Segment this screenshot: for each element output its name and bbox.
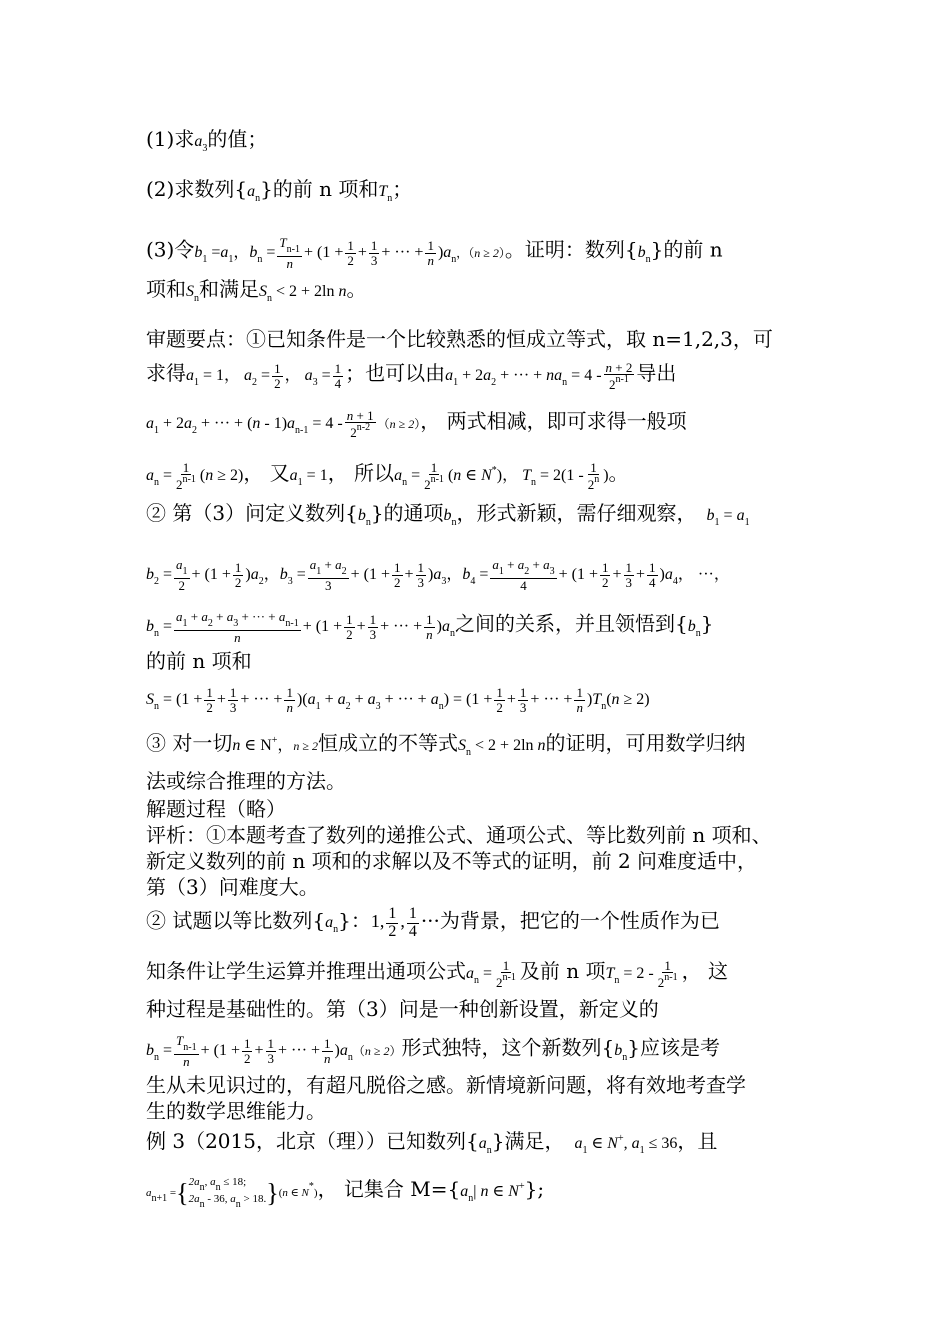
text: (2)求数列{: [146, 177, 248, 201]
formula-bn: $b_n$: [357, 507, 371, 528]
text: ， 所以: [327, 461, 395, 485]
question-3: [146, 236, 810, 273]
text: 。证明：数列{: [504, 237, 638, 262]
text: 和满足: [199, 277, 259, 301]
text: 的值；: [207, 127, 268, 151]
formula-b1: $b_1 = a_1$: [706, 507, 750, 528]
formula-bn: $b_n$: [614, 1041, 628, 1063]
formula-an: $a_n$: [325, 914, 339, 936]
text: 。: [346, 277, 367, 301]
comment-3: 第（3）问难度大。: [146, 875, 319, 899]
review-point-2: [146, 500, 810, 536]
text: 之间的关系，并且领悟到{: [454, 611, 688, 636]
comment-point-2-cont: [146, 958, 810, 994]
comment-1: 评析：①本题考查了数列的递推公式、通项公式、等比数列前 n 项和、: [146, 823, 772, 847]
text: 项和: [146, 277, 186, 301]
formula-a3: $a_3$: [194, 133, 208, 154]
text: ③ 对一切: [146, 731, 233, 755]
text: 导出: [636, 361, 677, 385]
example-3: [146, 1126, 810, 1164]
formula-bn: $b_n$: [637, 243, 651, 265]
text: }的前 n 项和: [260, 177, 379, 201]
comment-point-2-line4: [146, 1034, 810, 1071]
formula-Tn-closed: $T_n = 2$ - $\frac{1}{2^{n-1}}$: [605, 957, 678, 991]
text: }应该是考: [627, 1035, 720, 1060]
text: 恒成立的不等式: [318, 731, 459, 755]
formula-an: $a_n$: [478, 1135, 492, 1156]
example-3-recurrence: [146, 1174, 810, 1212]
formula-a1-condition: $a_1$ ∈ N+, $a_1 \le 36$: [574, 1133, 678, 1156]
solution-process: 解题过程（略）: [146, 797, 286, 821]
review-general-term: [146, 458, 810, 496]
formula-a1: $a_1 = 1$: [289, 467, 328, 488]
formula-sequence: 1, $\frac{1}{2}$ , $\frac{1}{4}$: [370, 905, 417, 940]
formula-b2-b4: $b_2$ = $\frac{a_1}{2}$ + (1 + $\frac{1}{2}$ )$a_2$，$b_3$ = $\frac{a_1 + a_2}{3}$ + (1 + $\frac{1}{2}$ + $\frac{1}{3}$ )$a_3$，$b_4$ = $\frac{a_1 + a_2 + a_3}{4}$ + (1 + $\frac{1}{2}$ + $\frac{1}{3}$ + $\frac{1}{4}$ )$a_4$， ···，: [146, 557, 730, 593]
question-1: [146, 126, 810, 162]
text: ， 记集合 M={: [317, 1177, 461, 1201]
review-formula-line: [146, 408, 810, 444]
text: ， 又: [243, 461, 290, 485]
formula-bn-def: $b_n$ = $\frac{T_{n-1}}{n}$ + (1 + $\frac{1}{2}$ + $\frac{1}{3}$ + ··· + $\frac{1}{n}$ )$a_n(n \ge 2)$: [146, 1033, 402, 1069]
text: 求得: [146, 361, 186, 385]
formula-bn-general: $b_n$ = $\frac{a_1 + a_2 + a_3 + \cdot\cdot\cdot + a_{n-1}}{n}$ + (1 + $\frac{1}{2}$ + $\frac{1}{3}$ + ··· + $\frac{1}{n}$ )$a_n$: [146, 609, 455, 645]
formula-identity-shift: $a_1 + 2a_2$ + ··· + $(n - 1)a_{n-1} = 4$ - $\frac{n + 1}{2^{n-2}}$ （n ≥ 2）: [146, 407, 421, 441]
review-b-terms: [146, 558, 810, 595]
formula-an: $a_n$: [247, 183, 261, 204]
text: ；也可以由: [345, 361, 446, 385]
review-point-3-cont: 法或综合推理的方法。: [146, 769, 346, 793]
formula-b-def: $b_1 =a_1$，$b_n$ = $\frac{T_{n-1}}{n}$ + (1 + $\frac{1}{2}$ + $\frac{1}{3}$ + ··· + $\frac{1}{n}$ )$a_n$，（n ≥ 2）: [194, 235, 505, 271]
formula-identity: $a_1 + 2a_2$ + ··· + $na_n = 4$ - $\frac{n + 2}{2^{n-1}}$: [445, 359, 633, 393]
formula-Tn: $T_n$: [378, 183, 393, 204]
text: 及前 n 项: [519, 959, 606, 983]
text: ；: [392, 177, 413, 201]
formula-a-values: $a_1 = 1$， $a_2$ = $\frac{1}{2}$ ， $a_3$ = $\frac{1}{4}$: [186, 361, 342, 391]
review-Sn-formula: [146, 684, 810, 720]
formula-bn: $b_n$: [687, 617, 701, 639]
formula-an-all: $a_n$ = $\frac{1}{2^{n-1}}$ (n ∈ N*)， $T_n = 2(1$ - $\frac{1}{2^n}$ ): [394, 459, 609, 493]
comment-2: 新定义数列的前 n 项和的求解以及不等式的证明，前 2 问难度适中，: [146, 849, 758, 873]
review-point-1-cont: [146, 360, 810, 396]
question-2: [146, 176, 810, 212]
text: (1)求: [146, 127, 195, 151]
text: }: [700, 611, 714, 636]
text: }的通项: [370, 501, 444, 525]
formula-inequality: $S_n < 2 + 2\ln$ n: [458, 737, 546, 758]
formula-Sn-expression: $S_n = (1$ + $\frac{1}{2}$ + $\frac{1}{3}$ + ··· + $\frac{1}{n}$ )($a_1 + a_2 + a_3$ + ··· + $a_n) = (1$ + $\frac{1}{2}$ + $\frac{1}{3}$ + ··· + $\frac{1}{n}$ )$T_n(n \ge 2)$: [146, 685, 650, 715]
text: 形式独特，这个新数列{: [401, 1035, 615, 1060]
comment-point-2-line6: 生的数学思维能力。: [146, 1099, 326, 1123]
formula-n-domain: n ∈ N+，n ≥ 2: [232, 735, 319, 754]
formula-recurrence: an+1 ={ 2an, an ≤ 18; 2an - 36, an > 18. }(n ∈ N*): [146, 1175, 318, 1211]
review-prefix-sum-label: 的前 n 项和: [146, 649, 252, 673]
text: ，形式新颖，需仔细观察，: [456, 501, 697, 525]
text: }的前 n: [650, 237, 723, 262]
text: ② 试题以等比数列{: [146, 908, 326, 933]
text: (3)令: [146, 237, 195, 262]
text: 知条件让学生运算并推理出通项公式: [146, 959, 466, 983]
comment-point-2: [146, 906, 810, 943]
text: ，且: [677, 1129, 718, 1153]
text: }：: [338, 908, 371, 933]
formula-inequality: $S_n < 2 + 2\ln$ n: [259, 283, 347, 304]
formula-Sn: $S_n$: [186, 283, 199, 304]
text: ， 这: [681, 959, 728, 983]
formula-set-M: $a_n|$ n ∈ N+: [460, 1181, 525, 1204]
review-bn-relation: [146, 610, 810, 647]
text: }满足，: [491, 1129, 565, 1153]
text: 的证明，可用数学归纳: [545, 731, 746, 755]
text: 。: [608, 461, 629, 485]
review-point-1: 审题要点：①已知条件是一个比较熟悉的恒成立等式，取 n=1,2,3，可: [146, 327, 773, 351]
comment-point-2-line3: 种过程是基础性的。第（3）问是一种创新设置，新定义的: [146, 997, 659, 1021]
formula-bn: $b_n$: [443, 507, 457, 528]
formula-an-closed: $a_n$ = $\frac{1}{2^{n-1}}$: [466, 957, 516, 991]
text: };: [524, 1177, 545, 1201]
text: 例 3（2015，北京（理））已知数列{: [146, 1129, 479, 1153]
text: ② 第（3）问定义数列{: [146, 501, 358, 525]
review-point-3: [146, 728, 810, 766]
comment-point-2-line5: 生从未见识过的，有超凡脱俗之感。新情境新问题，将有效地考查学: [146, 1073, 746, 1097]
text: ···为背景，把它的一个性质作为已: [420, 908, 720, 933]
question-3-cont: [146, 276, 810, 312]
text: ， 两式相减，即可求得一般项: [420, 409, 687, 433]
formula-an-general: $a_n$ = $\frac{1}{2^{n-1}}$ (n ≥ 2): [146, 459, 244, 493]
